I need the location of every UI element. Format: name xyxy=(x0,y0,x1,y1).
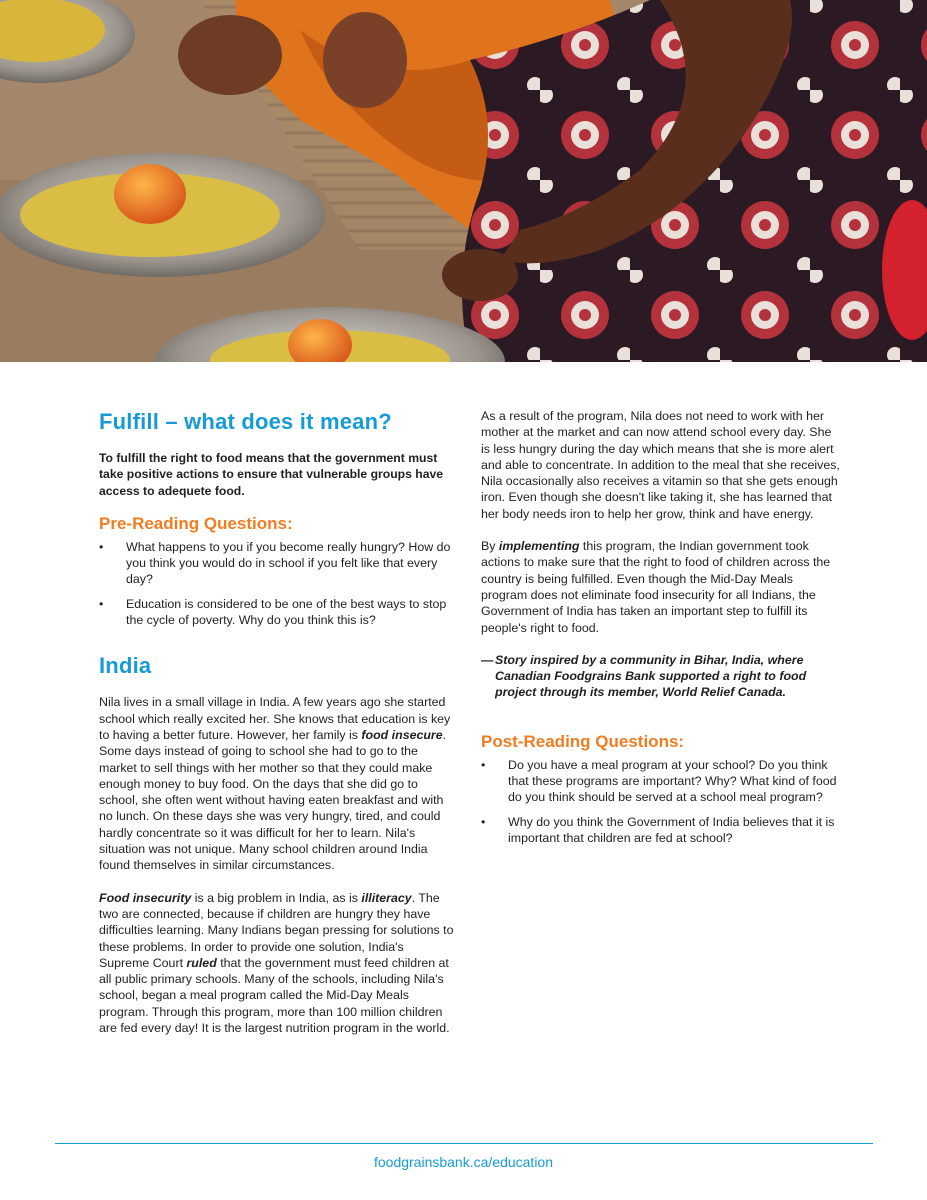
story-paragraph-1: Nila lives in a small village in India. A few years ago she started school which really excited her. She knows that education is key to having a better future. However, her family is food insecure. Some days instead of going to school she had to go to the market to sell things with her mother so that they could make enough money to buy food. On the days that she did go to school, she often went without having eaten breakfast and with no lunch. On these days she was very hungry, tired, and could hardly concentrate so it was difficult for her to learn. Nila's situation was not unique. Many school children around India found themselves in similar circumstances. xyxy=(99,695,451,873)
term-food-insecure: food insecure xyxy=(361,727,443,742)
footer-url[interactable]: foodgrainsbank.ca/education xyxy=(373,1154,554,1170)
bullet-icon: • xyxy=(99,539,104,554)
section-title-india: India xyxy=(99,653,152,679)
bullet-icon: • xyxy=(481,757,486,772)
list-item: • Why do you think the Government of India believes that it is important that children are fed at school? xyxy=(481,814,835,845)
pre-reading-heading: Pre-Reading Questions: xyxy=(99,513,293,533)
term-implementing: implementing xyxy=(498,539,580,554)
section-title-fulfill: Fulfill – what does it mean? xyxy=(99,409,392,434)
story-paragraph-3: As a result of the program, Nila does not need to work with her mother at the market and can now attend school every day. She is less hungry during the day which means that she is more alert and able to concentrate. In addition to the meal that she receives, Nila occasionally also receives a vitamin so that she gets enough iron. Even though she doesn't like taking it, she has learned that her body needs iron to help her grow, think and have energy. xyxy=(481,409,840,521)
attribution-dash: — xyxy=(481,652,494,667)
post-reading-list xyxy=(481,757,841,846)
term-food-insecurity: Food insecurity xyxy=(99,890,192,905)
bullet-icon: • xyxy=(481,814,486,829)
list-item: • Education is considered to be one of the best ways to stop the cycle of poverty. Why do you think this is? xyxy=(99,596,447,628)
right-column xyxy=(481,408,841,854)
lead-paragraph: To fulfill the right to food means that the government must take positive actions to ensure that vulnerable groups have access to adequete food. xyxy=(99,451,444,498)
footer-divider xyxy=(55,1143,873,1144)
story-paragraph-4: By implementing this program, the Indian government took actions to make sure that the right to food of children across the country is being fulfilled. Even though the Mid-Day Meals program does not eliminate food insecurity for all Indians, the Government of India has taken an important step to fulfill its people's right to food. xyxy=(481,539,831,635)
pre-reading-list xyxy=(99,539,457,628)
list-item: • What happens to you if you become really hungry? How do you think you would do in school if you felt like that every day? xyxy=(99,539,451,587)
post-reading-heading: Post-Reading Questions: xyxy=(481,731,685,751)
children-eating-meal-photo xyxy=(0,0,927,362)
left-column xyxy=(99,408,457,1036)
term-ruled: ruled xyxy=(186,955,217,970)
list-item: • Do you have a meal program at your school? Do you think that these programs are important? Why? What kind of food do you think should be served at a school meal program? xyxy=(481,757,837,805)
bullet-icon: • xyxy=(99,596,104,611)
story-attribution: — Story inspired by a community in Bihar, India, where Canadian Foodgrains Bank supported a right to food project through its member, World Relief Canada. xyxy=(481,652,807,700)
story-paragraph-2: Food insecurity is a big problem in India, as is illiteracy. The two are connected, because if children are hungry they have difficulties learning. Many Indians began pressing for solutions to these problems. In order to provide one solution, India's Supreme Court ruled that the government must feed children at all public primary schools. Many of the schools, including Nila's school, began a meal program called the Mid-Day Meals program. Through this program, more than 100 million children are fed every day! It is the largest nutrition program in the world. xyxy=(99,890,454,1036)
term-illiteracy: illiteracy xyxy=(361,890,412,905)
hero-photo xyxy=(0,0,927,362)
